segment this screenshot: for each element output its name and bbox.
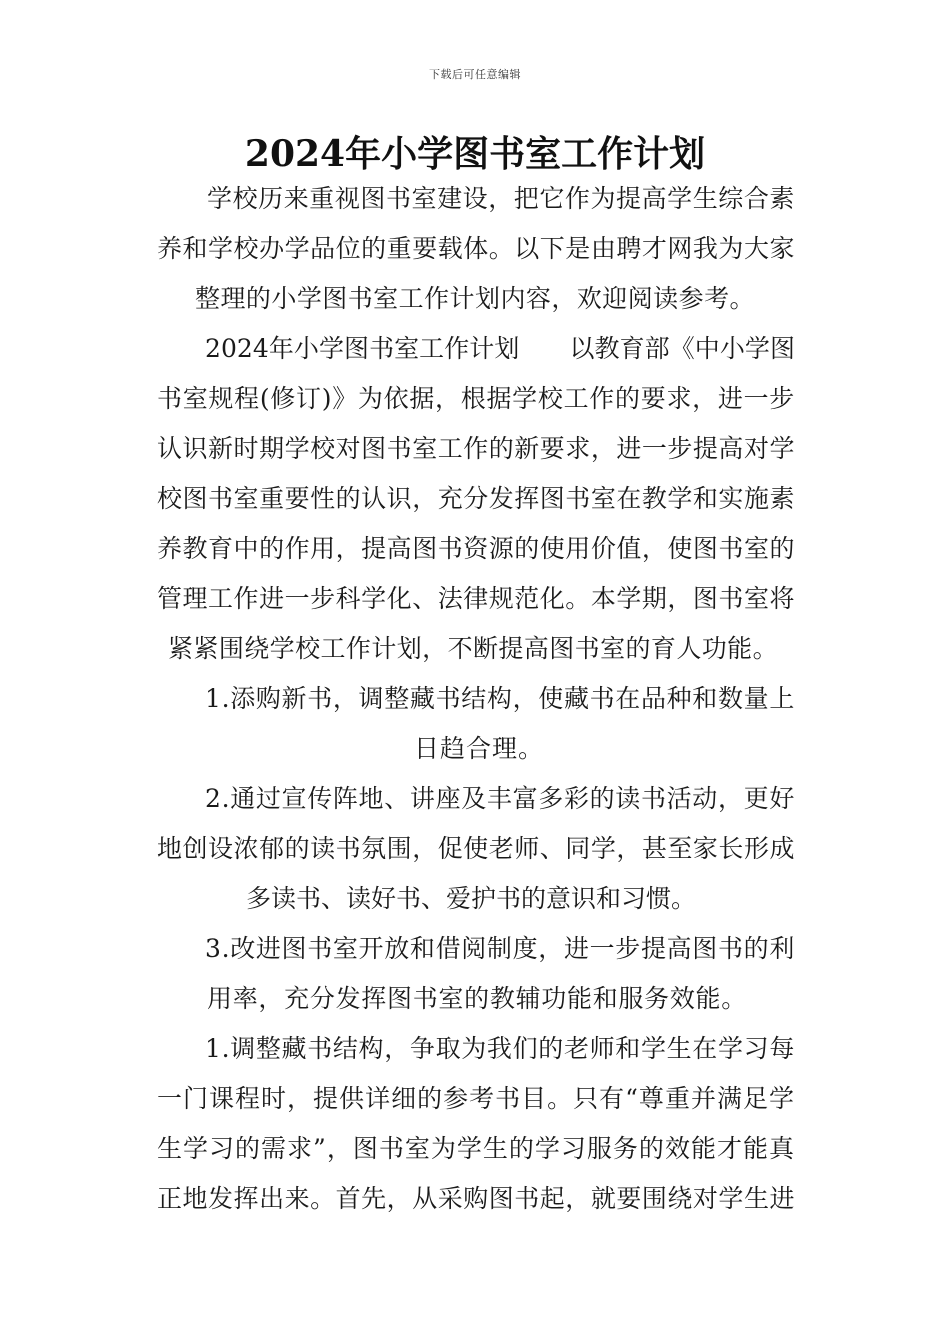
body-line: 用率，充分发挥图书室的教辅功能和服务效能。 <box>207 984 747 1013</box>
body-line: 多读书、读好书、爱护书的意识和习惯。 <box>246 884 696 913</box>
body-line: 紧紧围绕学校工作计划，不断提高图书室的育人功能。 <box>168 634 778 663</box>
body-line: 整理的小学图书室工作计划内容，欢迎阅读参考。 <box>195 284 755 313</box>
document-title: 2024年小学图书室工作计划 <box>244 133 706 175</box>
body-line: 日趋合理。 <box>414 734 544 763</box>
body-line: 正地发挥出来。首先，从采购图书起，就要围绕对学生进 <box>157 1184 795 1213</box>
body-line: 地创设浓郁的读书氛围，促使老师、同学，甚至家长形成 <box>157 834 795 863</box>
body-line: 2024年小学图书室工作计划 以教育部《中小学图 <box>205 334 795 363</box>
body-line: 3.改进图书室开放和借阅制度，进一步提高图书的利 <box>205 934 795 963</box>
header-note: 下载后可任意编辑 <box>429 68 521 81</box>
body-line: 1.调整藏书结构，争取为我们的老师和学生在学习每 <box>205 1034 795 1063</box>
body-line: 2.通过宣传阵地、讲座及丰富多彩的读书活动，更好 <box>205 784 795 813</box>
body-line: 认识新时期学校对图书室工作的新要求，进一步提高对学 <box>157 434 795 463</box>
body-line: 校图书室重要性的认识，充分发挥图书室在教学和实施素 <box>157 484 795 513</box>
body-line: 生学习的需求”，图书室为学生的学习服务的效能才能真 <box>157 1134 795 1163</box>
body-line: 1.添购新书，调整藏书结构，使藏书在品种和数量上 <box>205 684 795 713</box>
body-line: 养教育中的作用，提高图书资源的使用价值，使图书室的 <box>157 534 795 563</box>
body-line: 养和学校办学品位的重要载体。以下是由聘才网我为大家 <box>157 234 795 263</box>
body-line: 学校历来重视图书室建设，把它作为提高学生综合素 <box>207 184 795 213</box>
body-line: 一门课程时，提供详细的参考书目。只有“尊重并满足学 <box>157 1084 795 1113</box>
body-line: 书室规程(修订)》为依据，根据学校工作的要求，进一步 <box>157 384 795 413</box>
body-line: 管理工作进一步科学化、法律规范化。本学期，图书室将 <box>157 584 795 613</box>
